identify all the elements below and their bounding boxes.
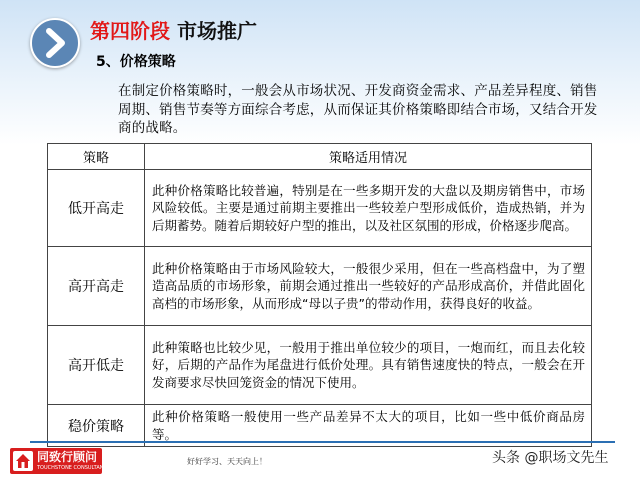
footer-divider: [30, 441, 615, 443]
section-subtitle: 5、价格策略: [96, 54, 176, 70]
footer-slogan: 好好学习、天天向上！: [187, 457, 267, 466]
watermark: 头条 @职场文先生: [492, 450, 609, 466]
strategy-description: 此种策略也比较少见，一般用于推出单位较少的项目，一炮而红，而且去化较好，后期的产品作为尾盘进行低价处理。具有销售速度快的特点，一般会在开发商要求尽快回笼资金的情况下使用。: [145, 326, 592, 405]
strategy-name: 高开高走: [48, 247, 145, 326]
strategy-name: 稳价策略: [48, 405, 145, 447]
house-logo-icon: [13, 451, 33, 471]
header-strategy: 策略: [48, 144, 145, 170]
title-topic: 市场推广: [176, 19, 257, 43]
title-stage: 第四阶段: [90, 19, 170, 43]
logo-subtitle: TOUCHSTONE CONSULTANT: [37, 465, 107, 471]
table-row: [48, 170, 592, 247]
strategy-description: 此种价格策略比较普遍，特别是在一些多期开发的大盘以及期房销售中，市场风险较低。主要是通过前期主要推出一些较差户型形成低价，造成热销，并为后期蓄势。随着后期较好户型的推出，以及社区氛围的形成，价格逐步爬高。: [145, 170, 592, 247]
table-header-row: [48, 144, 592, 170]
page-title: [90, 19, 257, 43]
strategy-name: 高开低走: [48, 326, 145, 405]
strategy-description: 此种价格策略一般使用一些产品差异不太大的项目，比如一些中低价商品房等。: [145, 405, 592, 447]
company-logo: [10, 448, 107, 474]
table-row: [48, 326, 592, 405]
strategy-table: [47, 143, 592, 447]
strategy-description: 此种价格策略由于市场风险较大，一般很少采用，但在一些高档盘中，为了塑造高品质的市场形象，前期会通过推出一些较好的产品形成高价，并借此固化高档的市场形象，从而形成“母以子贵”的带动作用，获得良好的收益。: [145, 247, 592, 326]
arrow-right-circle-icon: [30, 18, 80, 68]
table-row: [48, 247, 592, 326]
header-applicable: 策略适用情况: [145, 144, 592, 170]
logo-name: 同致行顾问: [37, 450, 98, 464]
strategy-name: 低开高走: [48, 170, 145, 247]
intro-paragraph: 在制定价格策略时，一般会从市场状况、开发商资金需求、产品差异程度、销售周期、销售节奏等方面综合考虑，从而保证其价格策略即结合市场，又结合开发商的战略。: [118, 83, 598, 136]
